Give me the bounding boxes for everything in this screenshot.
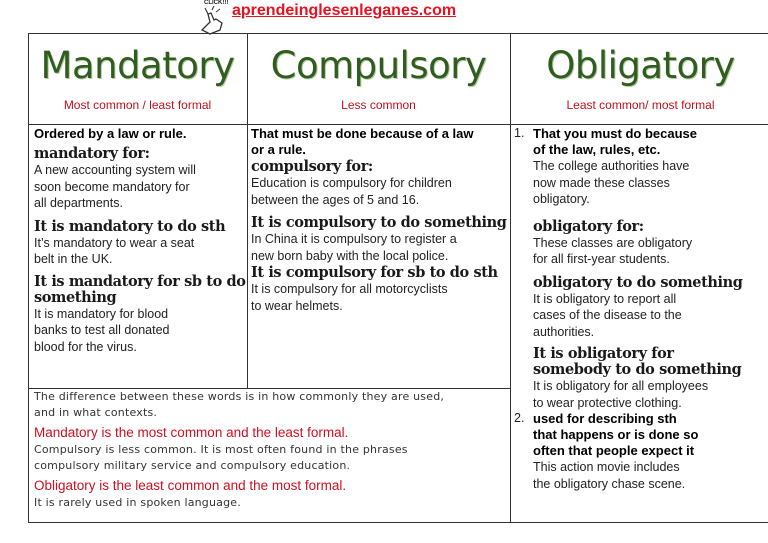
site-link[interactable]: aprendeinglesenleganes.com [232,2,457,19]
mandatory-heading-3: It is mandatory for sb to do something [34,272,246,306]
pointing-hand-icon[interactable] [196,2,230,36]
obligatory-heading-1: obligatory for: [533,217,644,235]
summary-red-1: Mandatory is the most common and the least formal. [34,425,349,440]
summary-line-1: The difference between these words is in how commonly they are used, [34,390,445,403]
compulsory-example-1: Education is compulsory for children between the ages of 5 and 16. [251,176,452,207]
mandatory-column [34,126,246,355]
title-obligatory: Obligatory [546,44,735,87]
mandatory-example-1: A new accounting system will soon become mandatory for all departments. [34,163,196,210]
obligatory-example-3: It is obligatory for all employees to wear protective clothing. [533,379,709,410]
subtitle-mandatory: Most common / least formal [63,98,212,112]
title-mandatory: Mandatory [40,44,235,87]
obligatory-definition-2: used for describing sth that happens or is done so often that people expect it [533,411,699,458]
summary-box [34,389,508,511]
obligatory-definition-1: That you must do because of the law, rules, etc. [533,126,697,157]
compulsory-column [251,126,509,314]
summary-line-2: and in what contexts. [34,406,158,419]
mandatory-example-3: It is mandatory for blood banks to test all donated blood for the virus. [34,306,170,354]
compulsory-heading-3: It is compulsory for sb to do sth [251,264,498,281]
list-number-1: 1. [514,126,525,140]
summary-line-5: It is rarely used in spoken language. [34,496,241,509]
summary-line-4: compulsory military service and compulsory education. [34,459,351,472]
subtitle-compulsory: Less common [341,98,416,112]
obligatory-example-4: This action movie includes the obligatory chase scene. [533,460,686,491]
obligatory-example-2: It is obligatory to report all cases of the disease to the authorities. [533,291,682,339]
compulsory-heading-1: compulsory for: [251,158,373,175]
mandatory-heading-1: mandatory for: [34,145,150,162]
obligatory-example-1: These classes are obligatory for all first-year students. [533,235,693,266]
obligatory-heading-2: obligatory to do something [533,273,743,291]
mandatory-example-2: It’s mandatory to wear a seat belt in the UK. [34,235,195,266]
compulsory-definition: That must be done because of a law or a rule. [251,126,474,157]
click-label: CLICK!!! [204,0,229,6]
obligatory-item-1 [514,126,768,411]
summary-red-2: Obligatory is the least common and the most formal. [34,478,347,493]
obligatory-example-0: The college authorities have now made these classes obligatory. [533,159,690,206]
list-number-2: 2. [514,411,525,425]
compulsory-heading-2: It is compulsory to do something [251,214,507,231]
obligatory-item-2 [514,411,768,492]
compulsory-example-2: In China it is compulsory to register a new born baby with the local police. [251,232,457,263]
obligatory-heading-3: It is obligatory for somebody to do something [533,345,742,378]
mandatory-heading-2: It is mandatory to do sth [34,217,226,235]
obligatory-column [514,126,768,492]
title-compulsory: Compulsory [270,44,487,87]
compulsory-example-3: It is compulsory for all motorcyclists to wear helmets. [251,282,448,313]
row-divider [28,124,768,125]
summary-line-3: Compulsory is less common. It is most often found in the phrases [34,443,408,456]
subtitle-obligatory: Least common/ most formal [566,98,715,112]
mandatory-definition: Ordered by a law or rule. [34,126,187,141]
